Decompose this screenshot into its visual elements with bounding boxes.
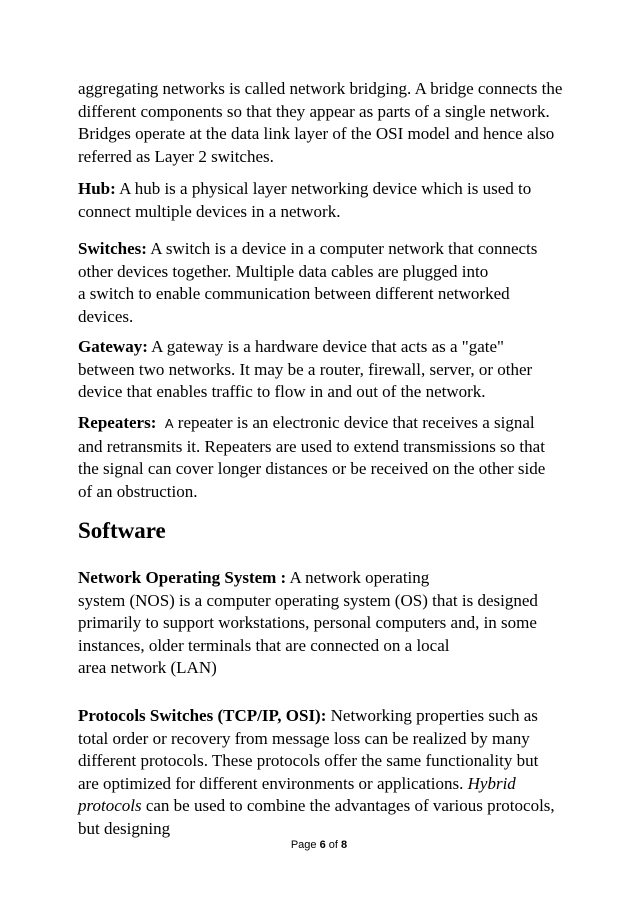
switches-line: other devices together. Multiple data cables are plugged into [78, 261, 489, 281]
nos-line: instances, older terminals that are connected on a local [78, 635, 450, 655]
protocols-line: different protocols. These protocols offer the same functionality but [78, 751, 539, 770]
gateway-paragraph [78, 336, 568, 404]
protocols-first-line: Networking properties such as [326, 706, 538, 725]
intro-line: aggregating networks is called network bridging. A bridge connects the [78, 79, 563, 98]
switches-line: a switch to enable communication between different networked [78, 284, 510, 303]
nos-line: area network (LAN) [78, 658, 217, 677]
nos-first-line: A network operating [286, 568, 430, 587]
repeaters-line: the signal can cover longer distances or be received on the other side [78, 459, 546, 478]
software-heading: Software [78, 518, 166, 543]
nos-term: Network Operating System : [78, 568, 287, 587]
nos-paragraph [78, 567, 568, 680]
repeaters-first-line: repeater is an electronic device that receives a signal [173, 413, 535, 432]
protocols-line4-text: are optimized for different environments or applications. [78, 773, 468, 793]
footer-of: of [325, 839, 342, 851]
protocols-hybrid-italic: Hybrid [467, 773, 516, 793]
protocols-line: total order or recovery from message loss can be realized by many [78, 728, 530, 748]
hub-first-line: A hub is a physical layer networking device which is used to [115, 179, 532, 198]
gateway-line: between two networks. It may be a router, firewall, server, or other [78, 359, 533, 379]
gateway-line: device that enables traffic to flow in and out of the network. [78, 382, 486, 401]
repeaters-term: Repeaters: [78, 413, 157, 432]
protocols-line6: but designing [78, 818, 171, 838]
gateway-term: Gateway: [78, 337, 148, 356]
repeaters-paragraph [78, 412, 568, 503]
page-footer [0, 838, 638, 852]
intro-line: Bridges operate at the data link layer of the OSI model and hence also [78, 124, 555, 143]
repeaters-line: of an obstruction. [78, 481, 198, 501]
protocols-paragraph [78, 705, 568, 840]
nos-line: system (NOS) is a computer operating system (OS) that is designed [78, 590, 538, 610]
switches-paragraph [78, 238, 568, 328]
gateway-first-line: A gateway is a hardware device that acts as a "gate" [147, 337, 504, 356]
footer-current-page: 6 [319, 839, 326, 851]
intro-line: different components so that they appear as parts of a single network. [78, 101, 550, 121]
protocols-protocols-italic: protocols [78, 796, 142, 815]
footer-total-pages: 8 [341, 839, 348, 851]
switches-first-line: A switch is a device in a computer network that connects [146, 239, 538, 258]
intro-paragraph [78, 78, 568, 168]
hub-line: connect multiple devices in a network. [78, 201, 341, 221]
intro-line: referred as Layer 2 switches. [78, 146, 274, 166]
repeaters-line: and retransmits it. Repeaters are used to extend transmissions so that [78, 436, 545, 456]
hub-term: Hub: [78, 179, 116, 198]
nos-line: primarily to support workstations, personal computers and, in some [78, 613, 537, 632]
switches-term: Switches: [78, 239, 147, 258]
protocols-line5-text: can be used to combine the advantages of various protocols, [141, 796, 555, 815]
footer-prefix: Page [290, 839, 320, 851]
protocols-term: Protocols Switches (TCP/IP, OSI): [78, 706, 327, 725]
hub-paragraph [78, 178, 568, 223]
repeaters-small-a: A [164, 416, 174, 431]
switches-line: devices. [78, 306, 134, 326]
